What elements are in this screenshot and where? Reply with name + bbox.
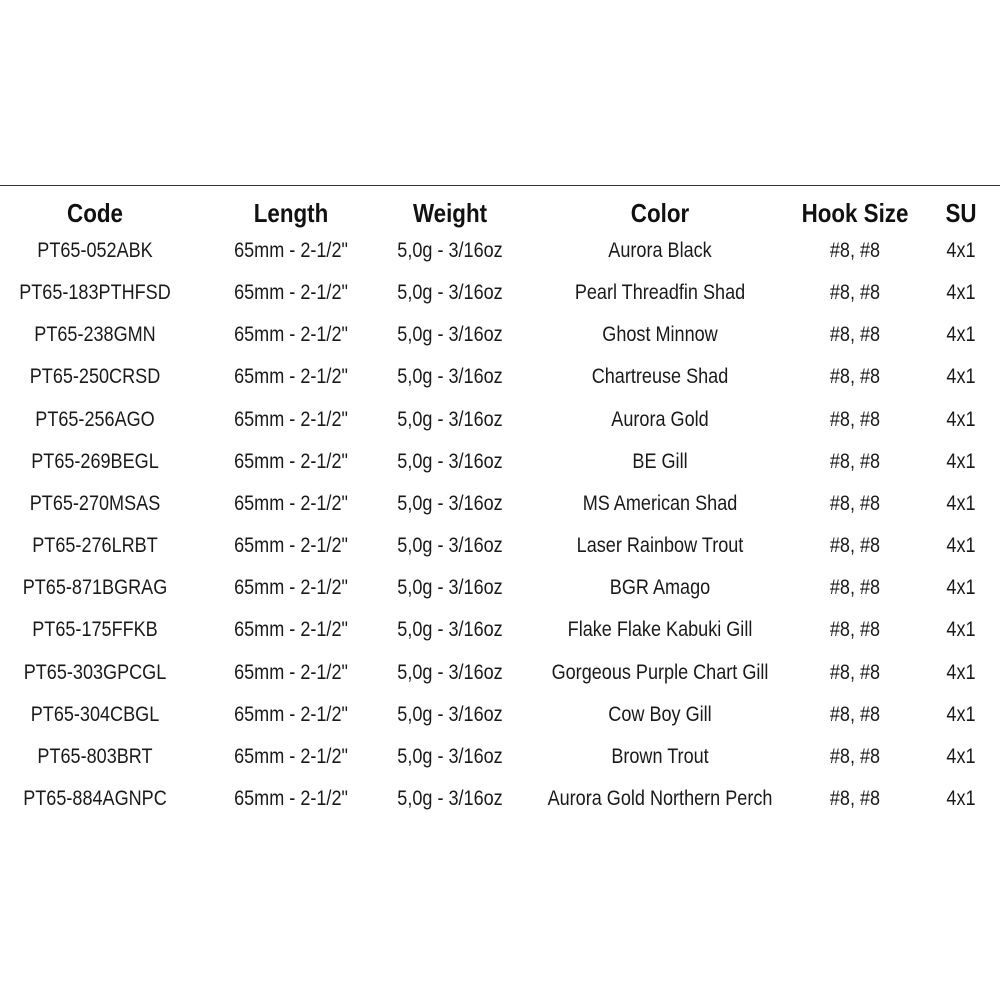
cell-length: 65mm - 2-1/2" [234,281,348,305]
cell-su: 4x1 [946,576,976,600]
cell-hook-size: #8, #8 [829,491,881,515]
cell-su: 4x1 [946,702,976,726]
cell-su: 4x1 [946,786,976,810]
cell-code: PT65-270MSAS [29,491,161,515]
cell-length: 65mm - 2-1/2" [234,744,348,768]
cell-su: 4x1 [946,534,976,558]
cell-color: Ghost Minnow [602,323,718,347]
cell-hook-size: #8, #8 [829,534,881,558]
cell-length: 65mm - 2-1/2" [234,239,348,262]
cell-code: PT65-238GMN [34,323,156,347]
table-row [0,567,1000,609]
header-su: SU [945,197,977,228]
cell-color: Brown Trout [611,744,709,768]
cell-hook-size: #8, #8 [829,323,881,347]
header-weight: Weight [412,197,488,228]
cell-weight: 5,0g - 3/16oz [397,365,503,389]
cell-length: 65mm - 2-1/2" [234,576,348,600]
cell-color: Aurora Black [608,239,712,262]
cell-weight: 5,0g - 3/16oz [397,534,503,558]
cell-su: 4x1 [946,323,976,347]
table-row [0,778,1000,820]
cell-hook-size: #8, #8 [829,407,881,431]
cell-su: 4x1 [946,449,976,473]
cell-color: Aurora Gold Northern Perch [547,786,773,810]
table-row [0,399,1000,441]
cell-code: PT65-052ABK [37,239,153,262]
cell-length: 65mm - 2-1/2" [234,407,348,431]
cell-hook-size: #8, #8 [829,281,881,305]
table-row [0,356,1000,398]
cell-weight: 5,0g - 3/16oz [397,239,503,262]
table-row [0,525,1000,567]
cell-hook-size: #8, #8 [829,618,881,642]
cell-weight: 5,0g - 3/16oz [397,281,503,305]
cell-color: BE Gill [632,449,688,473]
cell-hook-size: #8, #8 [829,449,881,473]
cell-su: 4x1 [946,239,976,262]
cell-hook-size: #8, #8 [829,786,881,810]
cell-weight: 5,0g - 3/16oz [397,449,503,473]
header-length: Length [253,197,329,228]
table-row [0,652,1000,694]
table-row [0,441,1000,483]
cell-color: Pearl Threadfin Shad [574,281,746,305]
cell-code: PT65-304CBGL [30,702,160,726]
cell-length: 65mm - 2-1/2" [234,534,348,558]
cell-hook-size: #8, #8 [829,576,881,600]
table-row [0,272,1000,314]
cell-weight: 5,0g - 3/16oz [397,323,503,347]
cell-weight: 5,0g - 3/16oz [397,786,503,810]
cell-su: 4x1 [946,365,976,389]
cell-weight: 5,0g - 3/16oz [397,407,503,431]
cell-su: 4x1 [946,618,976,642]
cell-hook-size: #8, #8 [829,702,881,726]
cell-su: 4x1 [946,407,976,431]
table-top-rule [0,185,1000,186]
cell-color: Flake Flake Kabuki Gill [567,618,753,642]
cell-color: Aurora Gold [611,407,709,431]
cell-code: PT65-276LRBT [32,534,158,558]
cell-code: PT65-303GPCGL [23,660,167,684]
cell-color: Chartreuse Shad [591,365,729,389]
cell-su: 4x1 [946,660,976,684]
header-hook-size: Hook Size [801,197,909,228]
cell-weight: 5,0g - 3/16oz [397,576,503,600]
cell-code: PT65-183PTHFSD [19,281,171,305]
cell-su: 4x1 [946,281,976,305]
cell-hook-size: #8, #8 [829,239,881,262]
cell-color: MS American Shad [582,491,738,515]
cell-su: 4x1 [946,744,976,768]
header-color: Color [630,197,690,228]
cell-code: PT65-884AGNPC [23,786,167,810]
cell-hook-size: #8, #8 [829,660,881,684]
cell-color: Laser Rainbow Trout [576,534,744,558]
cell-code: PT65-871BGRAG [22,576,168,600]
cell-length: 65mm - 2-1/2" [234,660,348,684]
table-row [0,483,1000,525]
cell-weight: 5,0g - 3/16oz [397,660,503,684]
table-row [0,230,1000,272]
cell-length: 65mm - 2-1/2" [234,365,348,389]
cell-weight: 5,0g - 3/16oz [397,744,503,768]
cell-color: Gorgeous Purple Chart Gill [551,660,769,684]
cell-code: PT65-256AGO [35,407,155,431]
cell-code: PT65-269BEGL [31,449,159,473]
cell-length: 65mm - 2-1/2" [234,323,348,347]
cell-weight: 5,0g - 3/16oz [397,618,503,642]
cell-length: 65mm - 2-1/2" [234,702,348,726]
cell-length: 65mm - 2-1/2" [234,618,348,642]
cell-weight: 5,0g - 3/16oz [397,491,503,515]
cell-code: PT65-250CRSD [29,365,161,389]
cell-hook-size: #8, #8 [829,744,881,768]
cell-color: Cow Boy Gill [608,702,712,726]
cell-code: PT65-175FFKB [32,618,158,642]
header-code: Code [67,197,123,228]
cell-hook-size: #8, #8 [829,365,881,389]
cell-color: BGR Amago [609,576,711,600]
table-row [0,609,1000,651]
cell-length: 65mm - 2-1/2" [234,449,348,473]
cell-length: 65mm - 2-1/2" [234,491,348,515]
cell-code: PT65-803BRT [37,744,153,768]
cell-length: 65mm - 2-1/2" [234,786,348,810]
table-row [0,694,1000,736]
cell-su: 4x1 [946,491,976,515]
table-row [0,314,1000,356]
table-row [0,736,1000,778]
cell-weight: 5,0g - 3/16oz [397,702,503,726]
